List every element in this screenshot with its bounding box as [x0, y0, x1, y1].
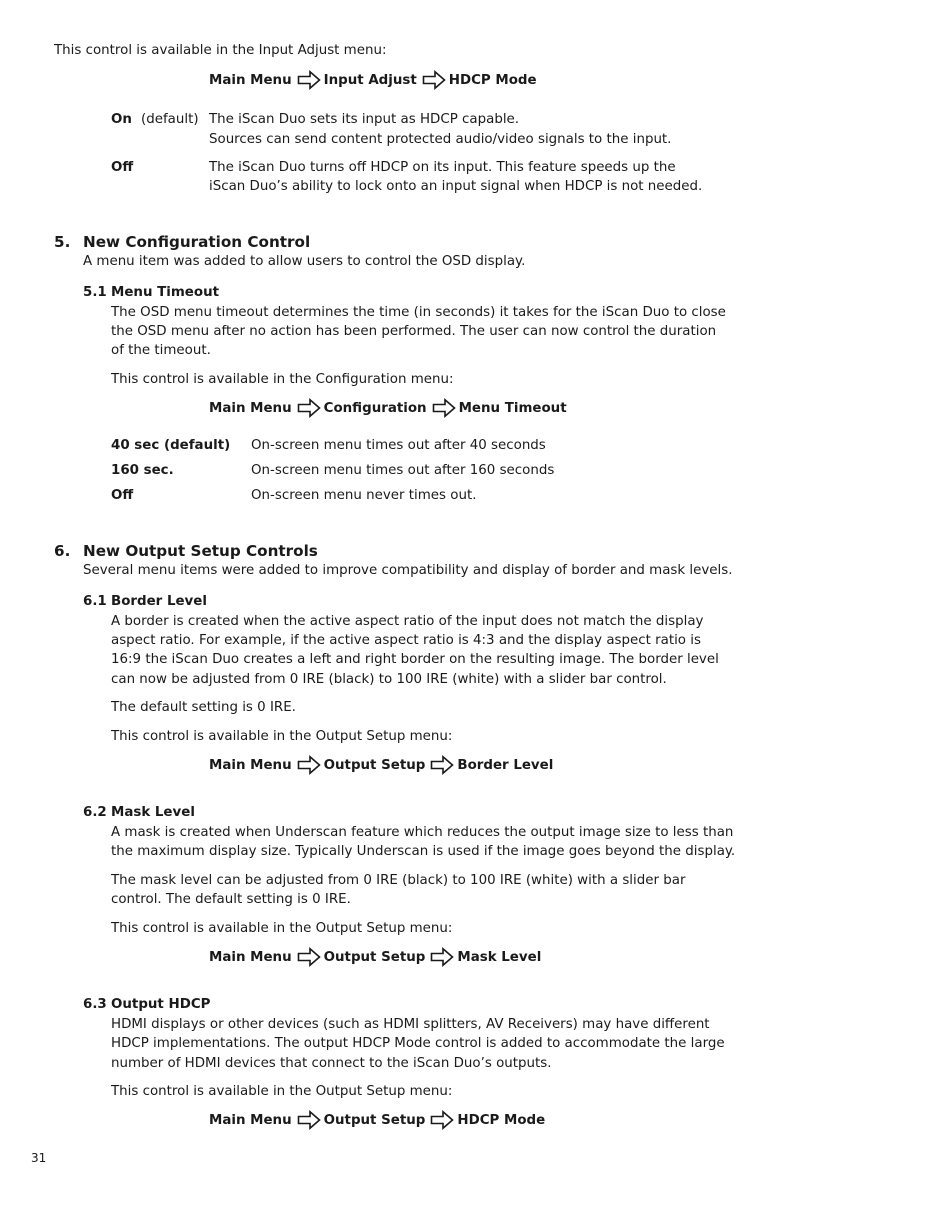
available-text: This control is available in the Output Setup menu: [111, 729, 453, 744]
body-text: number of HDMI devices that connect to the iScan Duo’s outputs. [111, 1056, 552, 1071]
menu-path-step: HDCP Mode [448, 72, 537, 88]
option-description: Sources can send content protected audio/video signals to the input. [209, 132, 672, 147]
option-note: (default) [141, 112, 199, 127]
menu-path-step: Border Level [457, 757, 554, 773]
body-text: The mask level can be adjusted from 0 IRE (black) to 100 IRE (white) with a slider bar [111, 873, 686, 888]
menu-path-step: Output Setup [323, 949, 426, 965]
option-name: Off [111, 488, 134, 503]
intro-available-text: This control is available in the Input Adjust menu: [54, 43, 387, 58]
available-text: This control is available in the Output Setup menu: [111, 921, 453, 936]
menu-path-step: Mask Level [457, 949, 542, 965]
body-text: the OSD menu after no action has been performed. The user can now control the duration [111, 324, 717, 339]
menu-path-step: HDCP Mode [457, 1112, 546, 1128]
section-number: 5. [54, 233, 71, 251]
body-text: can now be adjusted from 0 IRE (black) to 100 IRE (white) with a slider bar control. [111, 672, 667, 687]
subsection-number: 6.1 [83, 594, 107, 609]
arrow-right-outline-icon [430, 947, 454, 967]
arrow-right-outline-icon [297, 947, 321, 967]
body-text: control. The default setting is 0 IRE. [111, 892, 351, 907]
section-number: 6. [54, 542, 71, 560]
body-text: A border is created when the active aspect ratio of the input does not match the display [111, 614, 704, 629]
menu-path-step: Menu Timeout [458, 400, 567, 416]
body-text: A mask is created when Underscan feature which reduces the output image size to less than [111, 825, 734, 840]
menu-path-step: Output Setup [323, 757, 426, 773]
option-description: iScan Duo’s ability to lock onto an input signal when HDCP is not needed. [209, 179, 703, 194]
body-text: the maximum display size. Typically Underscan is used if the image goes beyond the display. [111, 844, 736, 859]
option-description: On-screen menu times out after 160 seconds [251, 463, 555, 478]
menu-path-step: Main Menu [209, 72, 292, 88]
section-title: New Output Setup Controls [83, 542, 318, 560]
menu-path-mask-level [209, 947, 541, 967]
section-title: New Configuration Control [83, 233, 311, 251]
menu-path-hdcp-mode [209, 1110, 545, 1130]
option-description: On-screen menu never times out. [251, 488, 477, 503]
arrow-right-outline-icon [432, 398, 456, 418]
subsection-title: Mask Level [111, 805, 195, 820]
option-name: On [111, 112, 132, 127]
menu-path-step: Output Setup [323, 1112, 426, 1128]
arrow-right-outline-icon [297, 1110, 321, 1130]
subsection-title: Border Level [111, 594, 207, 609]
arrow-right-outline-icon [297, 755, 321, 775]
menu-path-step: Main Menu [209, 400, 292, 416]
menu-path-configuration [209, 398, 567, 418]
arrow-right-outline-icon [430, 755, 454, 775]
section-intro: Several menu items were added to improve compatibility and display of border and mask levels. [83, 563, 733, 578]
body-text: of the timeout. [111, 343, 211, 358]
subsection-title: Menu Timeout [111, 285, 220, 300]
option-description: The iScan Duo turns off HDCP on its input. This feature speeds up the [209, 160, 676, 175]
menu-path-step: Input Adjust [323, 72, 417, 88]
option-name: 160 sec. [111, 463, 174, 478]
body-text: HDCP implementations. The output HDCP Mode control is added to accommodate the large [111, 1036, 725, 1051]
option-name: 40 sec (default) [111, 438, 231, 453]
available-text: This control is available in the Output Setup menu: [111, 1084, 453, 1099]
menu-path-step: Main Menu [209, 1112, 292, 1128]
page-number: 31 [31, 1151, 47, 1165]
menu-path-step: Configuration [323, 400, 427, 416]
menu-path-border-level [209, 755, 553, 775]
subsection-number: 6.2 [83, 805, 107, 820]
section-intro: A menu item was added to allow users to control the OSD display. [83, 254, 526, 269]
default-setting-text: The default setting is 0 IRE. [111, 700, 296, 715]
menu-path-step: Main Menu [209, 757, 292, 773]
body-text: The OSD menu timeout determines the time (in seconds) it takes for the iScan Duo to close [111, 305, 726, 320]
body-text: 16:9 the iScan Duo creates a left and right border on the resulting image. The border level [111, 652, 719, 667]
option-name: Off [111, 160, 134, 175]
arrow-right-outline-icon [430, 1110, 454, 1130]
option-description: The iScan Duo sets its input as HDCP capable. [209, 112, 520, 127]
option-description: On-screen menu times out after 40 seconds [251, 438, 546, 453]
subsection-number: 6.3 [83, 997, 107, 1012]
menu-path-step: Main Menu [209, 949, 292, 965]
arrow-right-outline-icon [422, 70, 446, 90]
body-text: aspect ratio. For example, if the active aspect ratio is 4:3 and the display aspect ratio is [111, 633, 701, 648]
arrow-right-outline-icon [297, 398, 321, 418]
arrow-right-outline-icon [297, 70, 321, 90]
subsection-number: 5.1 [83, 285, 107, 300]
available-text: This control is available in the Configuration menu: [111, 372, 454, 387]
menu-path-input-adjust [209, 70, 537, 90]
subsection-title: Output HDCP [111, 997, 211, 1012]
body-text: HDMI displays or other devices (such as HDMI splitters, AV Receivers) may have different [111, 1017, 710, 1032]
